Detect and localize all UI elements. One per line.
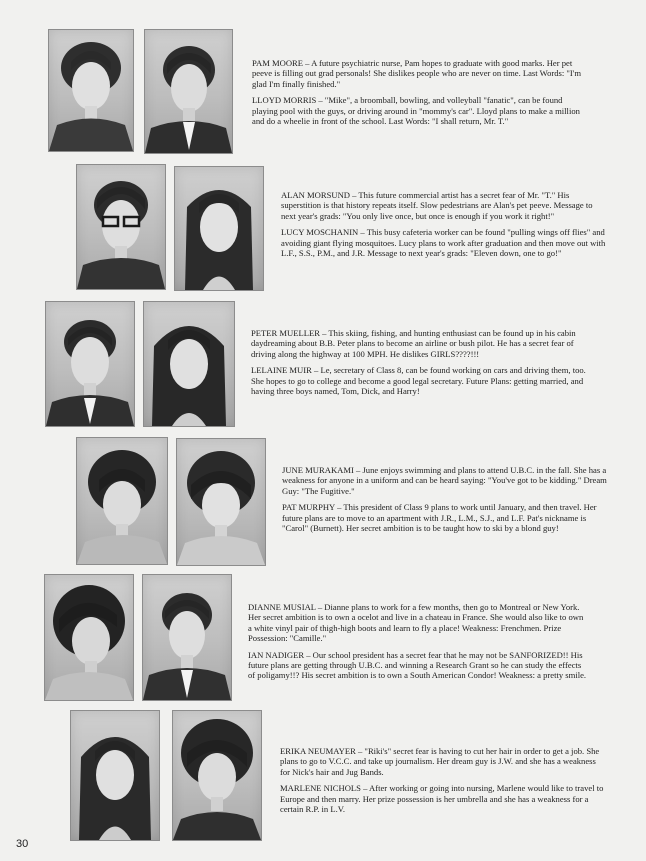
portrait-june-murakami	[76, 437, 168, 565]
bio-group-1	[252, 58, 584, 132]
portrait-pam-moore	[48, 29, 134, 152]
bio-group-6	[280, 746, 606, 820]
bio-june-murakami: JUNE MURAKAMI – June enjoys swimming and plans to attend U.B.C. in the fall. She has a weakness for anyone in a uniform and can be heard saying: "You've got to be kidding." Dream Guy: "The Fugitive."	[282, 465, 607, 496]
portrait-peter-mueller	[45, 301, 135, 427]
portrait-lucy-moschanin	[174, 166, 264, 291]
bio-dianne-musial: DIANNE MUSIAL – Dianne plans to work for a few months, then go to Montreal or New York. Her secret ambition is to own a ocelot and live in a chateau in France. She would also like to own a white vinyl pair of thigh-high boots and learn to fly a place! Weakness: Frenchmen. Prize Possession: "Camille."	[248, 602, 584, 644]
bio-pat-murphy: PAT MURPHY – This president of Class 9 plans to work until January, and then travel. Her future plans are to move to an apartment with J.R., L.M., S.J., and L.F. Pat's nickname is "Carol" (Burnett). Her secret ambition is to be taught how to ski by a blond guy!	[282, 502, 597, 534]
bio-group-2	[281, 190, 609, 264]
bio-group-3	[251, 328, 591, 402]
portrait-lelaine-muir	[143, 301, 235, 427]
bio-lloyd-morris: LLOYD MORRIS – "Mike", a broomball, bowling, and volleyball "fanatic", can be found playing pool with the guys, or driving around in "mommy's car". Lloyd plans to make a million and do a wheelie in front of the school. Last Words: "I shall return, Mr. T."	[252, 95, 580, 127]
portrait-erika-neumayer	[70, 710, 160, 841]
portrait-lloyd-morris	[144, 29, 233, 154]
page-number: 30	[16, 838, 29, 850]
portrait-ian-nadiger	[142, 574, 232, 701]
bio-marlene-nichols: MARLENE NICHOLS – After working or going into nursing, Marlene would like to travel to Europe and then marry. Her prize possession is her umbrella and she has a weakness for a certain R.P. in L.V.	[280, 783, 604, 815]
portrait-alan-morsund	[76, 164, 166, 290]
portrait-marlene-nichols	[172, 710, 262, 841]
portrait-pat-murphy	[176, 438, 266, 566]
bio-peter-mueller: PETER MUELLER – This skiing, fishing, and hunting enthusiast can be found up in his cabin daydreaming about B.B. Peter plans to become an airline or bush pilot. He has a secret fear of driving along the highway at 100 MPH. He dislikes GIRLS????!!!	[251, 328, 576, 359]
bio-erika-neumayer: ERIKA NEUMAYER – "Riki's" secret fear is having to cut her hair in order to get a job. She plans to go to V.C.C. and take up journalism. Her dream guy is J.W. and she has a weakness for Nick's hair and Jug Bands.	[280, 746, 600, 777]
bio-lucy-moschanin: LUCY MOSCHANIN – This busy cafeteria worker can be found "pulling wings off flies" and avoiding giant flying mosquitoes. Lucy plans to work after graduation and then move out with L.F., S.S., P.M., and J.R. Message to next year's grads: "Eleven down, one to go!"	[281, 227, 606, 259]
bio-alan-morsund: ALAN MORSUND – This future commercial artist has a secret fear of Mr. "T." His superstition is that history repeats itself. Slow pedestrians are Alan's pet peeve. Message to next year's grads: "You only live once, but once is enough if you work it right!"	[281, 190, 593, 221]
bio-pam-moore: PAM MOORE – A future psychiatric nurse, Pam hopes to graduate with good marks. Her pet peeve is filling out grad personals! She dislikes people who are never on time. Last Words: "I'm glad I'm finally finished."	[252, 58, 582, 89]
bio-lelaine-muir: LELAINE MUIR – Le, secretary of Class 8, can be found working on cars and driving them, too. She hopes to go to college and become a good legal secretary. Future Plans: getting married, and having three boys named, Tom, Dick, and Harry!	[251, 365, 586, 397]
bio-group-4	[282, 465, 610, 539]
bio-group-5	[248, 602, 588, 687]
bio-ian-nadiger: IAN NADIGER – Our school president has a secret fear that he may not be SANFORIZED!! His future plans are getting through U.B.C. and winning a Research Grant so he can study the effects of poligamy!!? His secret ambition is to own a South American Condor! Weakness: a pretty smile.	[248, 649, 587, 681]
portrait-dianne-musial	[44, 574, 134, 701]
